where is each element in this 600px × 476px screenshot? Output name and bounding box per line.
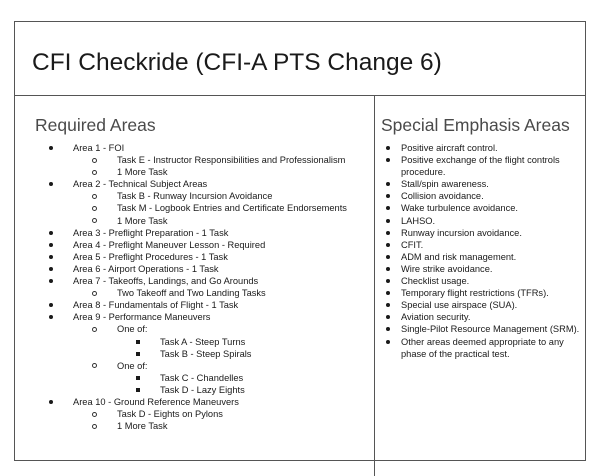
required-areas-list xyxy=(35,142,370,432)
list-item: Area 3 - Preflight Preparation - 1 Task xyxy=(35,227,370,239)
special-emphasis-list xyxy=(381,142,581,360)
required-areas-heading: Required Areas xyxy=(35,115,156,135)
list-item: CFIT. xyxy=(381,239,581,251)
required-areas-column xyxy=(35,115,370,432)
column-divider xyxy=(374,96,375,476)
list-item: Area 5 - Preflight Procedures - 1 Task xyxy=(35,251,370,263)
list-item: Task E - Instructor Responsibilities and Professionalism xyxy=(35,154,370,166)
list-item: Area 9 - Performance Maneuvers xyxy=(35,311,370,323)
page-title: CFI Checkride (CFI-A PTS Change 6) xyxy=(32,49,442,76)
list-item: Positive aircraft control. xyxy=(381,142,581,154)
list-item: LAHSO. xyxy=(381,215,581,227)
list-item: Task D - Eights on Pylons xyxy=(35,408,370,420)
list-item: Area 1 - FOI xyxy=(35,142,370,154)
list-item: Checklist usage. xyxy=(381,275,581,287)
list-item: 1 More Task xyxy=(35,215,370,227)
document-table xyxy=(14,21,586,461)
list-item: Aviation security. xyxy=(381,311,581,323)
list-item: Task C - Chandelles xyxy=(35,372,370,384)
list-item: Area 4 - Preflight Maneuver Lesson - Required xyxy=(35,239,370,251)
list-item: Task B - Runway Incursion Avoidance xyxy=(35,190,370,202)
special-emphasis-column xyxy=(381,115,581,360)
list-item: Task D - Lazy Eights xyxy=(35,384,370,396)
list-item: 1 More Task xyxy=(35,166,370,178)
list-item: Special use airspace (SUA). xyxy=(381,299,581,311)
list-item: Stall/spin awareness. xyxy=(381,178,581,190)
list-item: Collision avoidance. xyxy=(381,190,581,202)
list-item: Area 7 - Takeoffs, Landings, and Go Arounds xyxy=(35,275,370,287)
list-item: Temporary flight restrictions (TFRs). xyxy=(381,287,581,299)
list-item: Task B - Steep Spirals xyxy=(35,348,370,360)
list-item: Task M - Logbook Entries and Certificate Endorsements xyxy=(35,202,370,214)
list-item: Area 2 - Technical Subject Areas xyxy=(35,178,370,190)
list-item: Positive exchange of the flight controls procedure. xyxy=(381,154,581,178)
list-item: Area 10 - Ground Reference Maneuvers xyxy=(35,396,370,408)
list-item: 1 More Task xyxy=(35,420,370,432)
list-item: Wake turbulence avoidance. xyxy=(381,202,581,214)
list-item: Wire strike avoidance. xyxy=(381,263,581,275)
list-item: Area 6 - Airport Operations - 1 Task xyxy=(35,263,370,275)
list-item: Runway incursion avoidance. xyxy=(381,227,581,239)
list-item: Task A - Steep Turns xyxy=(35,336,370,348)
list-item: Other areas deemed appropriate to any phase of the practical test. xyxy=(381,336,581,360)
list-item: ADM and risk management. xyxy=(381,251,581,263)
list-item: Two Takeoff and Two Landing Tasks xyxy=(35,287,370,299)
list-item: Single-Pilot Resource Management (SRM). xyxy=(381,323,581,335)
list-item: Area 8 - Fundamentals of Flight - 1 Task xyxy=(35,299,370,311)
list-item: One of: xyxy=(35,323,370,335)
title-row xyxy=(15,22,585,96)
special-emphasis-heading: Special Emphasis Areas xyxy=(381,115,570,135)
list-item: One of: xyxy=(35,360,370,372)
